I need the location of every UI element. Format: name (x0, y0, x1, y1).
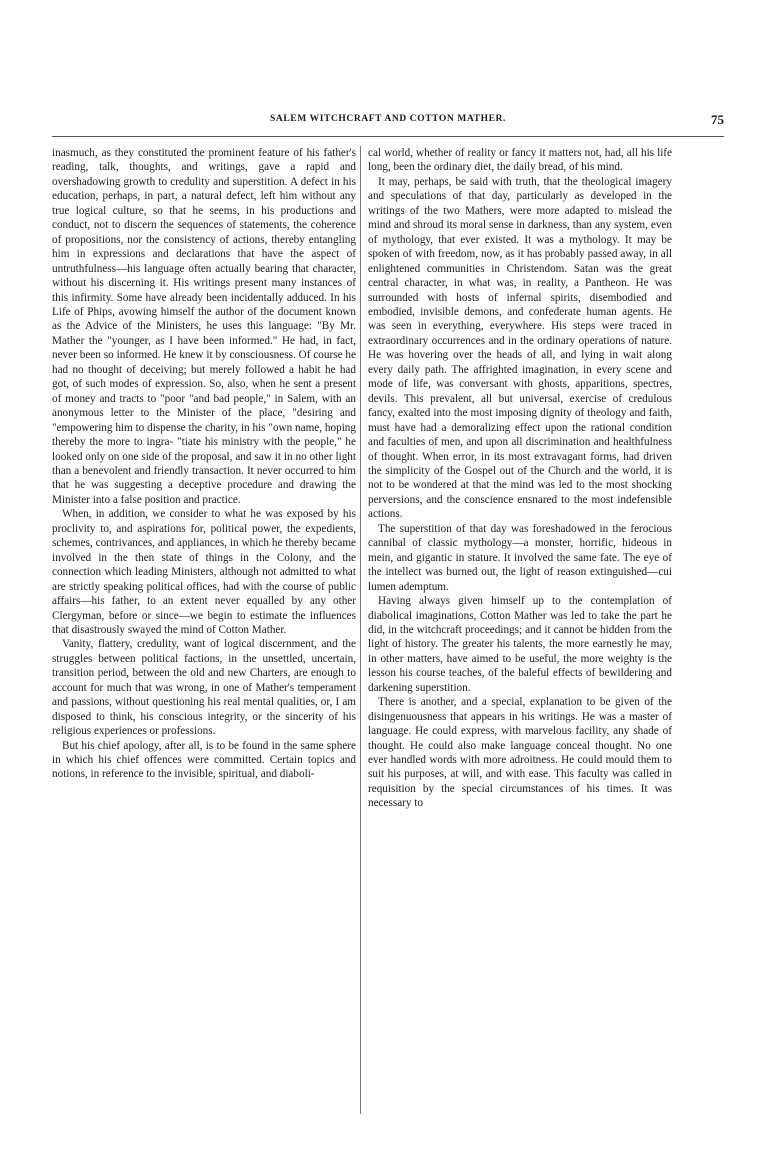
paragraph: inasmuch, as they constituted the prominent feature of his father's reading, talk, thoughts, and writings, gave a rapid and overshadowing growth to credulity and superstition. A defect in his education, perhaps, in part, a natural defect, left him without any true logical culture, so that he seems, in his productions and conduct, not to discern the sequences of statements, the coherence of propositions, nor the consistency of actions, thereby entangling him in expressions and declarations that have the aspect of untruthfulness—his language often actually bearing that character, without his discerning it. His writings present many instances of this infirmity. Some have already been incidentally adduced. In his Life of Phips, avowing himself the author of the document known as the Advice of the Ministers, he uses this language: "By Mr. Mather the "younger, as I have been informed." He had, in fact, never been so informed. He knew it by consciousness. Of course he had no thought of deceiving; but merely followed a habit he had got, of such modes of expression. So, also, when he sent a present of money and tracts to "poor "and bad people," in Salem, with an anonymous letter to the Minister of the place, "desiring and "empowering him to dispense the charity, in his "own name, hoping thereby the more to ingra- "tiate his ministry with the people," he looked only on one side of the proposal, and saw it in no other light than a benevolent and friendly transaction. It never occurred to him that he was suggesting a deceptive procedure and drawing the Minister into a false position and practice. (52, 147, 356, 506)
paragraph: It may, perhaps, be said with truth, that the theological imagery and speculations of that day, particularly as developed in the writings of the two Mathers, were more adapted to mislead the mind and shroud its moral sense in darkness, than any system, even of mythology, that ever existed. It was a mythology. It may be spoken of with freedom, now, as it has probably passed away, in all enlightened communities in Christendom. Satan was the great central character, in what was, in reality, a Pantheon. He was surrounded with hosts of infernal spirits, disembodied and embodied, invisible demons, and confederate human agents. He was seen in everything, everywhere. His steps were traced in extraordinary occurrences and in the ordinary operations of nature. He was hovering over the heads of all, and lying in wait along every daily path. The affrighted imagination, in every scene and mode of life, was conversant with ghosts, apparitions, spectres, devils. This prevalent, all but universal, exercise of credulous fancy, exalted into the most imposing dignity of theology and faith, must have had a demoralizing effect upon the rational condition and faculties of men, and upon all discrimination and healthfulness of thought. When error, in its most extravagant forms, had driven the simplicity of the Gospel out of the Church and the world, it is not to be wondered at that the mind was led to the most shocking perversions, and the conscience ensnared to the most indefensible actions. (368, 175, 672, 521)
column-divider (360, 146, 361, 1114)
paragraph: When, in addition, we consider to what he was exposed by his proclivity to, and aspirations for, political power, the expedients, schemes, contrivances, and appliances, in which he thereby became involved in the then state of things in the Colony, and the connection which leading Ministers, although not admitted to what are strictly speaking political offices, had with the course of public affairs—his father, to an extent never equalled by any other Clergyman, before or since—we begin to estimate the influences that disastrously swayed the mind of Cotton Mather. (52, 508, 356, 636)
left-column (52, 146, 356, 782)
paragraph: The superstition of that day was foreshadowed in the ferocious cannibal of classic mythology—a monster, horrific, hideous in mein, and gigantic in stature. It involved the same fate. The eye of the intellect was burned out, the light of reason extinguished—cui lumen ademptum. (368, 522, 672, 593)
header-rule (52, 136, 724, 137)
right-column (368, 146, 672, 811)
paragraph: But his chief apology, after all, is to be found in the same sphere in which his chief offences were committed. Certain topics and notions, in reference to the invisible, spiritual, and diaboli- (52, 739, 356, 781)
running-title: SALEM WITCHCRAFT AND COTTON MATHER. (270, 114, 506, 124)
paragraph: cal world, whether of reality or fancy it matters not, had, all his life long, been the ordinary diet, the daily bread, of his mind. (368, 147, 672, 174)
page-number: 75 (711, 112, 724, 127)
paragraph: There is another, and a special, explanation to be given of the disingenuousness that appears in his writings. He was a master of language. He could express, with marvelous facility, any shade of thought. He could also make language conceal thought. No one ever handled words with more adroitness. He could mould them to suit his purposes, at will, and with ease. This faculty was called in requisition by the special circumstances of his times. It was necessary to (368, 696, 672, 810)
paragraph: Vanity, flattery, credulity, want of logical discernment, and the struggles between political factions, in the unsettled, uncertain, transition period, between the old and new Charters, are enough to account for much that was wrong, in one of Mather's temperament and passions, without questioning his real mental qualities, or, I am disposed to think, his conscious integrity, or the sincerity of his religious experiences or professions. (52, 638, 356, 738)
page-header (52, 114, 724, 132)
paragraph: Having always given himself up to the contemplation of diabolical imaginations, Cotton Mather was led to take the part he did, in the witchcraft proceedings; and it cannot be hidden from the light of history. The greater his talents, the more earnestly he may, in other matters, have aimed to be useful, the more weighty is the lesson his course teaches, of the baleful effects of bewildering and darkening superstition. (368, 595, 672, 694)
